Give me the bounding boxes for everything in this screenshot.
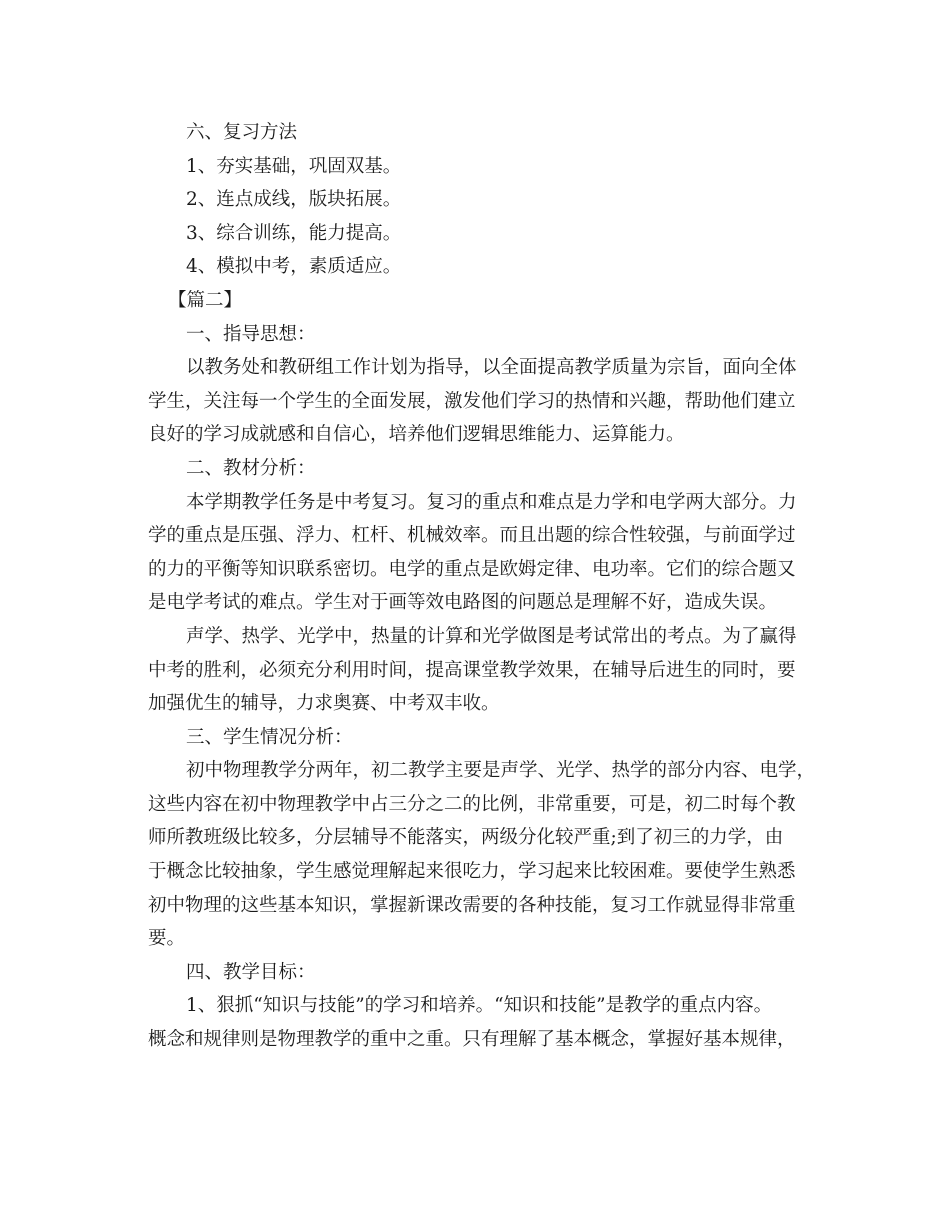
section-heading-teaching-goals: 四、教学目标： [186, 961, 316, 983]
part-label: 【篇二】 [168, 289, 243, 311]
paragraph-line: 加强优生的辅导，力求奥赛、中考双丰收。 [148, 693, 500, 715]
paragraph-line: 良好的学习成就感和自信心，培养他们逻辑思维能力、运算能力。 [148, 424, 685, 446]
list-item: 2、连点成线，版块拓展。 [186, 189, 402, 211]
list-item: 4、模拟中考，素质适应。 [186, 256, 402, 278]
paragraph-line: 中考的胜利，必须充分利用时间，提高课堂教学效果，在辅导后进生的同时，要 [148, 659, 796, 681]
paragraph-line: 师所教班级比较多，分层辅导不能落实，两级分化较严重;到了初三的力学，由 [148, 827, 784, 849]
paragraph-line: 于概念比较抽象，学生感觉理解起来很吃力，学习起来比较困难。要使学生熟悉 [148, 861, 796, 883]
paragraph-line: 学生，关注每一个学生的全面发展，激发他们学习的热情和兴趣，帮助他们建立 [148, 390, 796, 412]
paragraph-line: 本学期教学任务是中考复习。复习的重点和难点是力学和电学两大部分。力 [186, 491, 797, 513]
paragraph-line: 初中物理教学分两年，初二教学主要是声学、光学、热学的部分内容、电学， [186, 760, 816, 782]
section-heading-guiding-ideas: 一、指导思想： [186, 323, 316, 345]
paragraph-line: 1、狠抓“知识与技能”的学习和培养。“知识和技能”是教学的重点内容。 [186, 995, 773, 1017]
paragraph-line: 初中物理的这些基本知识，掌握新课改需要的各种技能，复习工作就显得非常重 [148, 894, 796, 916]
paragraph-line: 以教务处和教研组工作计划为指导，以全面提高教学质量为宗旨，面向全体 [186, 357, 797, 379]
section-heading-review-methods: 六、复习方法 [186, 122, 298, 143]
paragraph-line: 概念和规律则是物理教学的重中之重。只有理解了基本概念，掌握好基本规律， [148, 1029, 796, 1051]
paragraph-line: 声学、热学、光学中，热量的计算和光学做图是考试常出的考点。为了赢得 [186, 625, 797, 647]
paragraph-line: 要。 [148, 928, 186, 950]
paragraph-line: 的力的平衡等知识联系密切。电学的重点是欧姆定律、电功率。它们的综合题又 [148, 558, 796, 580]
paragraph-line: 是电学考试的难点。学生对于画等效电路图的问题总是理解不好，造成失误。 [148, 592, 778, 614]
list-item: 1、夯实基础，巩固双基。 [186, 155, 402, 177]
document-body [148, 116, 816, 1057]
section-heading-textbook-analysis: 二、教材分析： [186, 457, 316, 479]
paragraph-line: 学的重点是压强、浮力、杠杆、机械效率。而且出题的综合性较强，与前面学过 [148, 525, 796, 547]
paragraph-line: 这些内容在初中物理教学中占三分之二的比例，非常重要，可是，初二时每个教 [148, 793, 796, 815]
list-item: 3、综合训练，能力提高。 [186, 222, 402, 244]
section-heading-student-analysis: 三、学生情况分析： [186, 726, 353, 748]
